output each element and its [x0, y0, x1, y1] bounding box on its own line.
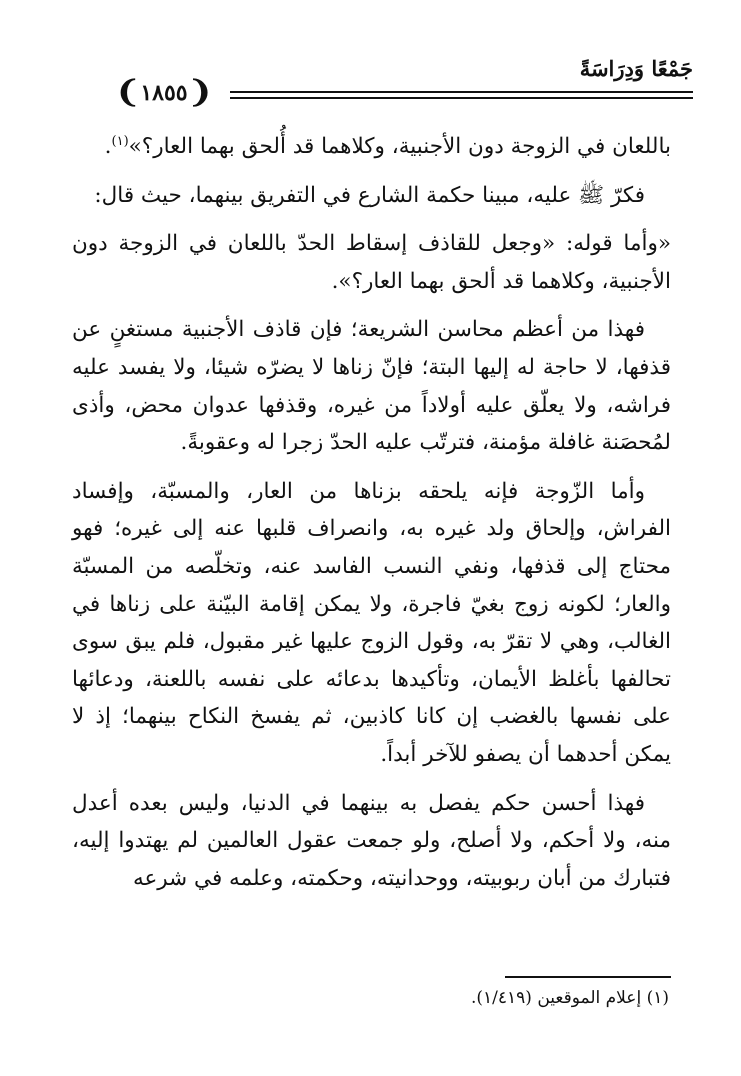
paragraph-5: وأما الزّوجة فإنه يلحقه بزناها من العار، والمسبّة، وإفساد الفراش، وإلحاق ولد غيره به، وانصراف قلبها عنه إلى غيره؛ فهو محتاج إلى قذفها، ونفي النسب الفاسد عنه، وتخلّصه من المسبّة والعار؛ لكونه زوج بغيّ فاجرة، ولا يمكن إقامة البيّنة على زناها في الغالب، وهي لا تقرّ به، وقول الزوج عليها غير مقبول، فلم يبق سوى تحالفها بأغلظ الأيمان، وتأكيدها بدعائه على نفسه باللعنة، ودعائها على نفسها بالغضب إن كانا كاذبين، ثم يفسخ النكاح بينهما؛ إذ لا يمكن أحدهما أن يصفو للآخر أبداً.	[72, 478, 671, 767]
footnote-separator	[505, 976, 671, 978]
paragraph-1: باللعان في الزوجة دون الأجنبية، وكلاهما قد أُلحق بهما العار؟»$^{(١)}$.	[104, 133, 671, 159]
header-rule-top	[160, 91, 693, 93]
page-header	[60, 56, 693, 116]
paragraph-3-quote: «وأما قوله: «وجعل للقاذف إسقاط الحدّ باللعان في الزوجة دون الأجنبية، وكلاهما قد ألحق بهما العار؟».	[72, 231, 671, 294]
ornament-bracket-right-icon: ❩	[187, 75, 213, 110]
main-text	[72, 128, 671, 908]
page-number-frame	[98, 74, 230, 112]
paragraph-6: فهذا أحسن حكم يفصل به بينهما في الدنيا، وليس بعده أعدل منه، ولا أحكم، ولا أصلح، ولو جمعت عقول العالمين لم يهتدوا إليه، فتبارك من أبان ربوبيته، ووحدانيته، وحكمته، وعلمه في شرعه	[72, 790, 671, 891]
paragraph-2: فكرّ ﷺ عليه، مبينا حكمة الشارع في التفريق بينهما، حيث قال:	[94, 182, 645, 208]
ornament-bracket-left-icon: ❨	[115, 75, 141, 110]
page-number: ١٨٥٥	[140, 80, 188, 106]
footnote-reference: (١)	[111, 133, 129, 149]
book-title: جَمْعًا وَدِرَاسَةً	[579, 56, 693, 81]
footnote: (١) إعلام الموقعين (١/٤١٩).	[470, 988, 669, 1008]
paragraph-4: فهذا من أعظم محاسن الشريعة؛ فإن قاذف الأجنبية مستغنٍ عن قذفها، لا حاجة له إليها البتة؛ فإنّ زناها لا يضرّه شيئا، ولا يفسد عليه فراشه، ولا يعلّق عليه أولاداً من غيره، وقذفها عدوان محض، وأذى لمُحصَنة غافلة مؤمنة، فترتّب عليه الحدّ زجرا له وعقوبةً.	[72, 317, 671, 456]
header-rule-bottom	[160, 97, 693, 99]
